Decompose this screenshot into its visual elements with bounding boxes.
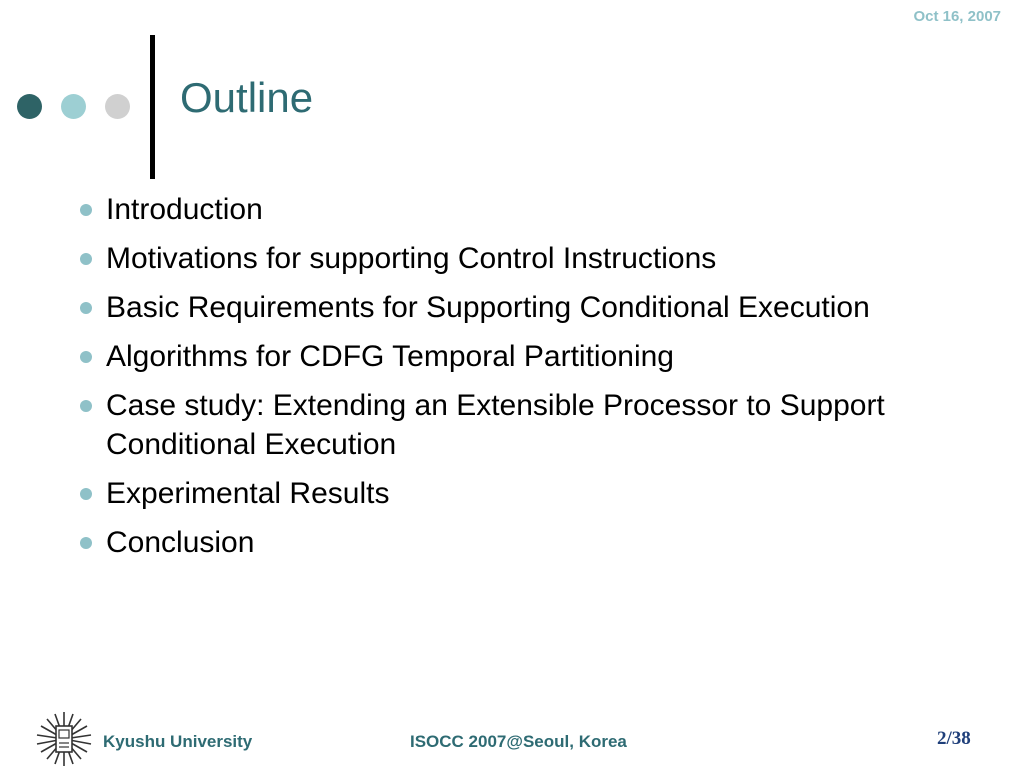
outline-list — [80, 190, 1010, 572]
slide-title: Outline — [180, 74, 314, 121]
title-divider — [150, 35, 155, 179]
list-item-text: Algorithms for CDFG Temporal Partitioning — [106, 340, 674, 373]
dark-dot-icon — [17, 94, 42, 119]
list-item-text: Basic Requirements for Supporting Conditional Execution — [106, 291, 870, 324]
bullet-icon — [80, 488, 92, 500]
gray-dot-icon — [105, 94, 130, 119]
list-item-text: Introduction — [106, 193, 263, 226]
university-logo-icon — [35, 710, 93, 768]
bullet-icon — [80, 400, 92, 412]
list-item-text: Case study: Extending an Extensible Processor to Support Conditional Execution — [106, 389, 885, 461]
list-item — [80, 288, 1010, 327]
list-item-text: Experimental Results — [106, 477, 390, 510]
slide-date: Oct 16, 2007 — [913, 8, 1001, 25]
page-number: 2/38 — [937, 728, 971, 749]
footer-conference: ISOCC 2007@Seoul, Korea — [410, 732, 627, 751]
bullet-icon — [80, 351, 92, 363]
bullet-icon — [80, 204, 92, 216]
list-item — [80, 190, 1010, 229]
bullet-icon — [80, 537, 92, 549]
bullet-icon — [80, 253, 92, 265]
bullet-icon — [80, 302, 92, 314]
list-item-text: Motivations for supporting Control Instructions — [106, 242, 717, 275]
list-item — [80, 239, 1010, 278]
list-item — [80, 337, 1010, 376]
footer-university: Kyushu University — [103, 732, 253, 751]
list-item — [80, 523, 1010, 562]
list-item — [80, 474, 1010, 513]
decorative-dots — [17, 94, 137, 120]
teal-dot-icon — [61, 94, 86, 119]
list-item — [80, 386, 1010, 464]
list-item-text: Conclusion — [106, 526, 255, 559]
